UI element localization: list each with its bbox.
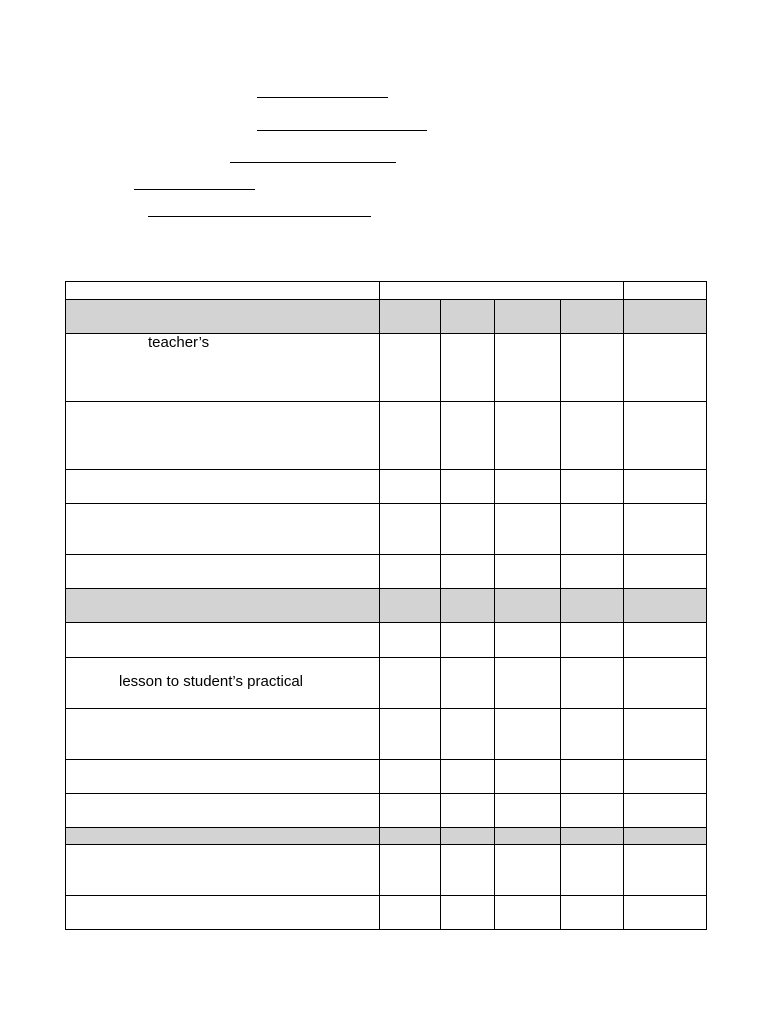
blank-line-2 — [257, 130, 427, 131]
table-cell — [379, 554, 441, 589]
table-cell — [623, 622, 707, 658]
table-cell — [440, 503, 495, 555]
table-cell — [440, 708, 495, 760]
section-header-cell — [440, 299, 495, 334]
table-cell — [494, 759, 561, 794]
table-cell — [560, 333, 624, 402]
section-header-cell — [623, 827, 707, 845]
table-cell — [494, 622, 561, 658]
table-cell — [494, 844, 561, 896]
table-cell — [379, 333, 441, 402]
section-header-cell — [65, 827, 380, 845]
table-cell — [494, 503, 561, 555]
table-cell — [560, 469, 624, 504]
table-cell — [65, 333, 380, 402]
table-cell — [379, 503, 441, 555]
table-cell — [440, 759, 495, 794]
blank-line-1 — [257, 97, 388, 98]
section-header-cell — [494, 827, 561, 845]
table-cell — [560, 759, 624, 794]
table-cell — [494, 401, 561, 470]
section-header-cell — [560, 827, 624, 845]
section-header-cell — [379, 299, 441, 334]
section-header-cell — [560, 588, 624, 623]
table-cell — [494, 793, 561, 828]
table-cell — [494, 657, 561, 709]
table-cell — [623, 708, 707, 760]
table-cell — [623, 759, 707, 794]
table-cell — [65, 708, 380, 760]
table-cell — [440, 793, 495, 828]
table-cell — [379, 657, 441, 709]
table-cell — [379, 622, 441, 658]
table-cell — [560, 657, 624, 709]
table-cell — [65, 759, 380, 794]
table-cell — [623, 844, 707, 896]
table-cell — [379, 895, 441, 930]
section-header-cell — [65, 299, 380, 334]
table-cell — [440, 554, 495, 589]
table-cell — [65, 895, 380, 930]
table-cell — [623, 503, 707, 555]
table-cell — [623, 554, 707, 589]
section-header-cell — [379, 827, 441, 845]
table-cell — [440, 895, 495, 930]
table-cell — [440, 333, 495, 402]
table-cell — [560, 844, 624, 896]
section-header-cell — [494, 299, 561, 334]
table-cell — [494, 708, 561, 760]
blank-line-5 — [148, 216, 371, 217]
table-cell — [623, 333, 707, 402]
table-cell — [494, 895, 561, 930]
table-cell — [560, 793, 624, 828]
row-text-lesson-practical: lesson to student’s practical — [119, 673, 303, 690]
row-text-teachers: teacher’s — [148, 334, 210, 351]
table-cell — [65, 554, 380, 589]
table-cell — [379, 401, 441, 470]
table-header-cell — [65, 281, 380, 300]
section-header-cell — [440, 588, 495, 623]
table-cell — [560, 708, 624, 760]
table-cell — [65, 844, 380, 896]
table-cell — [623, 657, 707, 709]
table-cell — [494, 333, 561, 402]
blank-line-3 — [230, 162, 396, 163]
table-cell — [379, 469, 441, 504]
table-cell — [65, 622, 380, 658]
section-header-cell — [494, 588, 561, 623]
table-cell — [379, 793, 441, 828]
table-cell — [494, 469, 561, 504]
table-cell — [623, 895, 707, 930]
section-header-cell — [65, 588, 380, 623]
table-header-cell — [379, 281, 624, 300]
table-cell — [623, 469, 707, 504]
table-cell — [440, 844, 495, 896]
table-cell — [440, 469, 495, 504]
table-cell — [440, 401, 495, 470]
section-header-cell — [440, 827, 495, 845]
table-cell — [560, 622, 624, 658]
section-header-cell — [560, 299, 624, 334]
table-cell — [65, 793, 380, 828]
table-cell — [379, 708, 441, 760]
section-header-cell — [379, 588, 441, 623]
table-cell — [560, 503, 624, 555]
table-cell — [440, 622, 495, 658]
table-header-cell — [623, 281, 707, 300]
table-cell — [65, 469, 380, 504]
table-cell — [65, 401, 380, 470]
table-cell — [560, 554, 624, 589]
table-cell — [379, 844, 441, 896]
table-cell — [65, 503, 380, 555]
table-cell — [440, 657, 495, 709]
table-cell — [560, 895, 624, 930]
table-cell — [560, 401, 624, 470]
table-cell — [623, 793, 707, 828]
table-cell — [494, 554, 561, 589]
section-header-cell — [623, 588, 707, 623]
table-cell — [379, 759, 441, 794]
section-header-cell — [623, 299, 707, 334]
table-cell — [623, 401, 707, 470]
blank-line-4 — [134, 189, 255, 190]
